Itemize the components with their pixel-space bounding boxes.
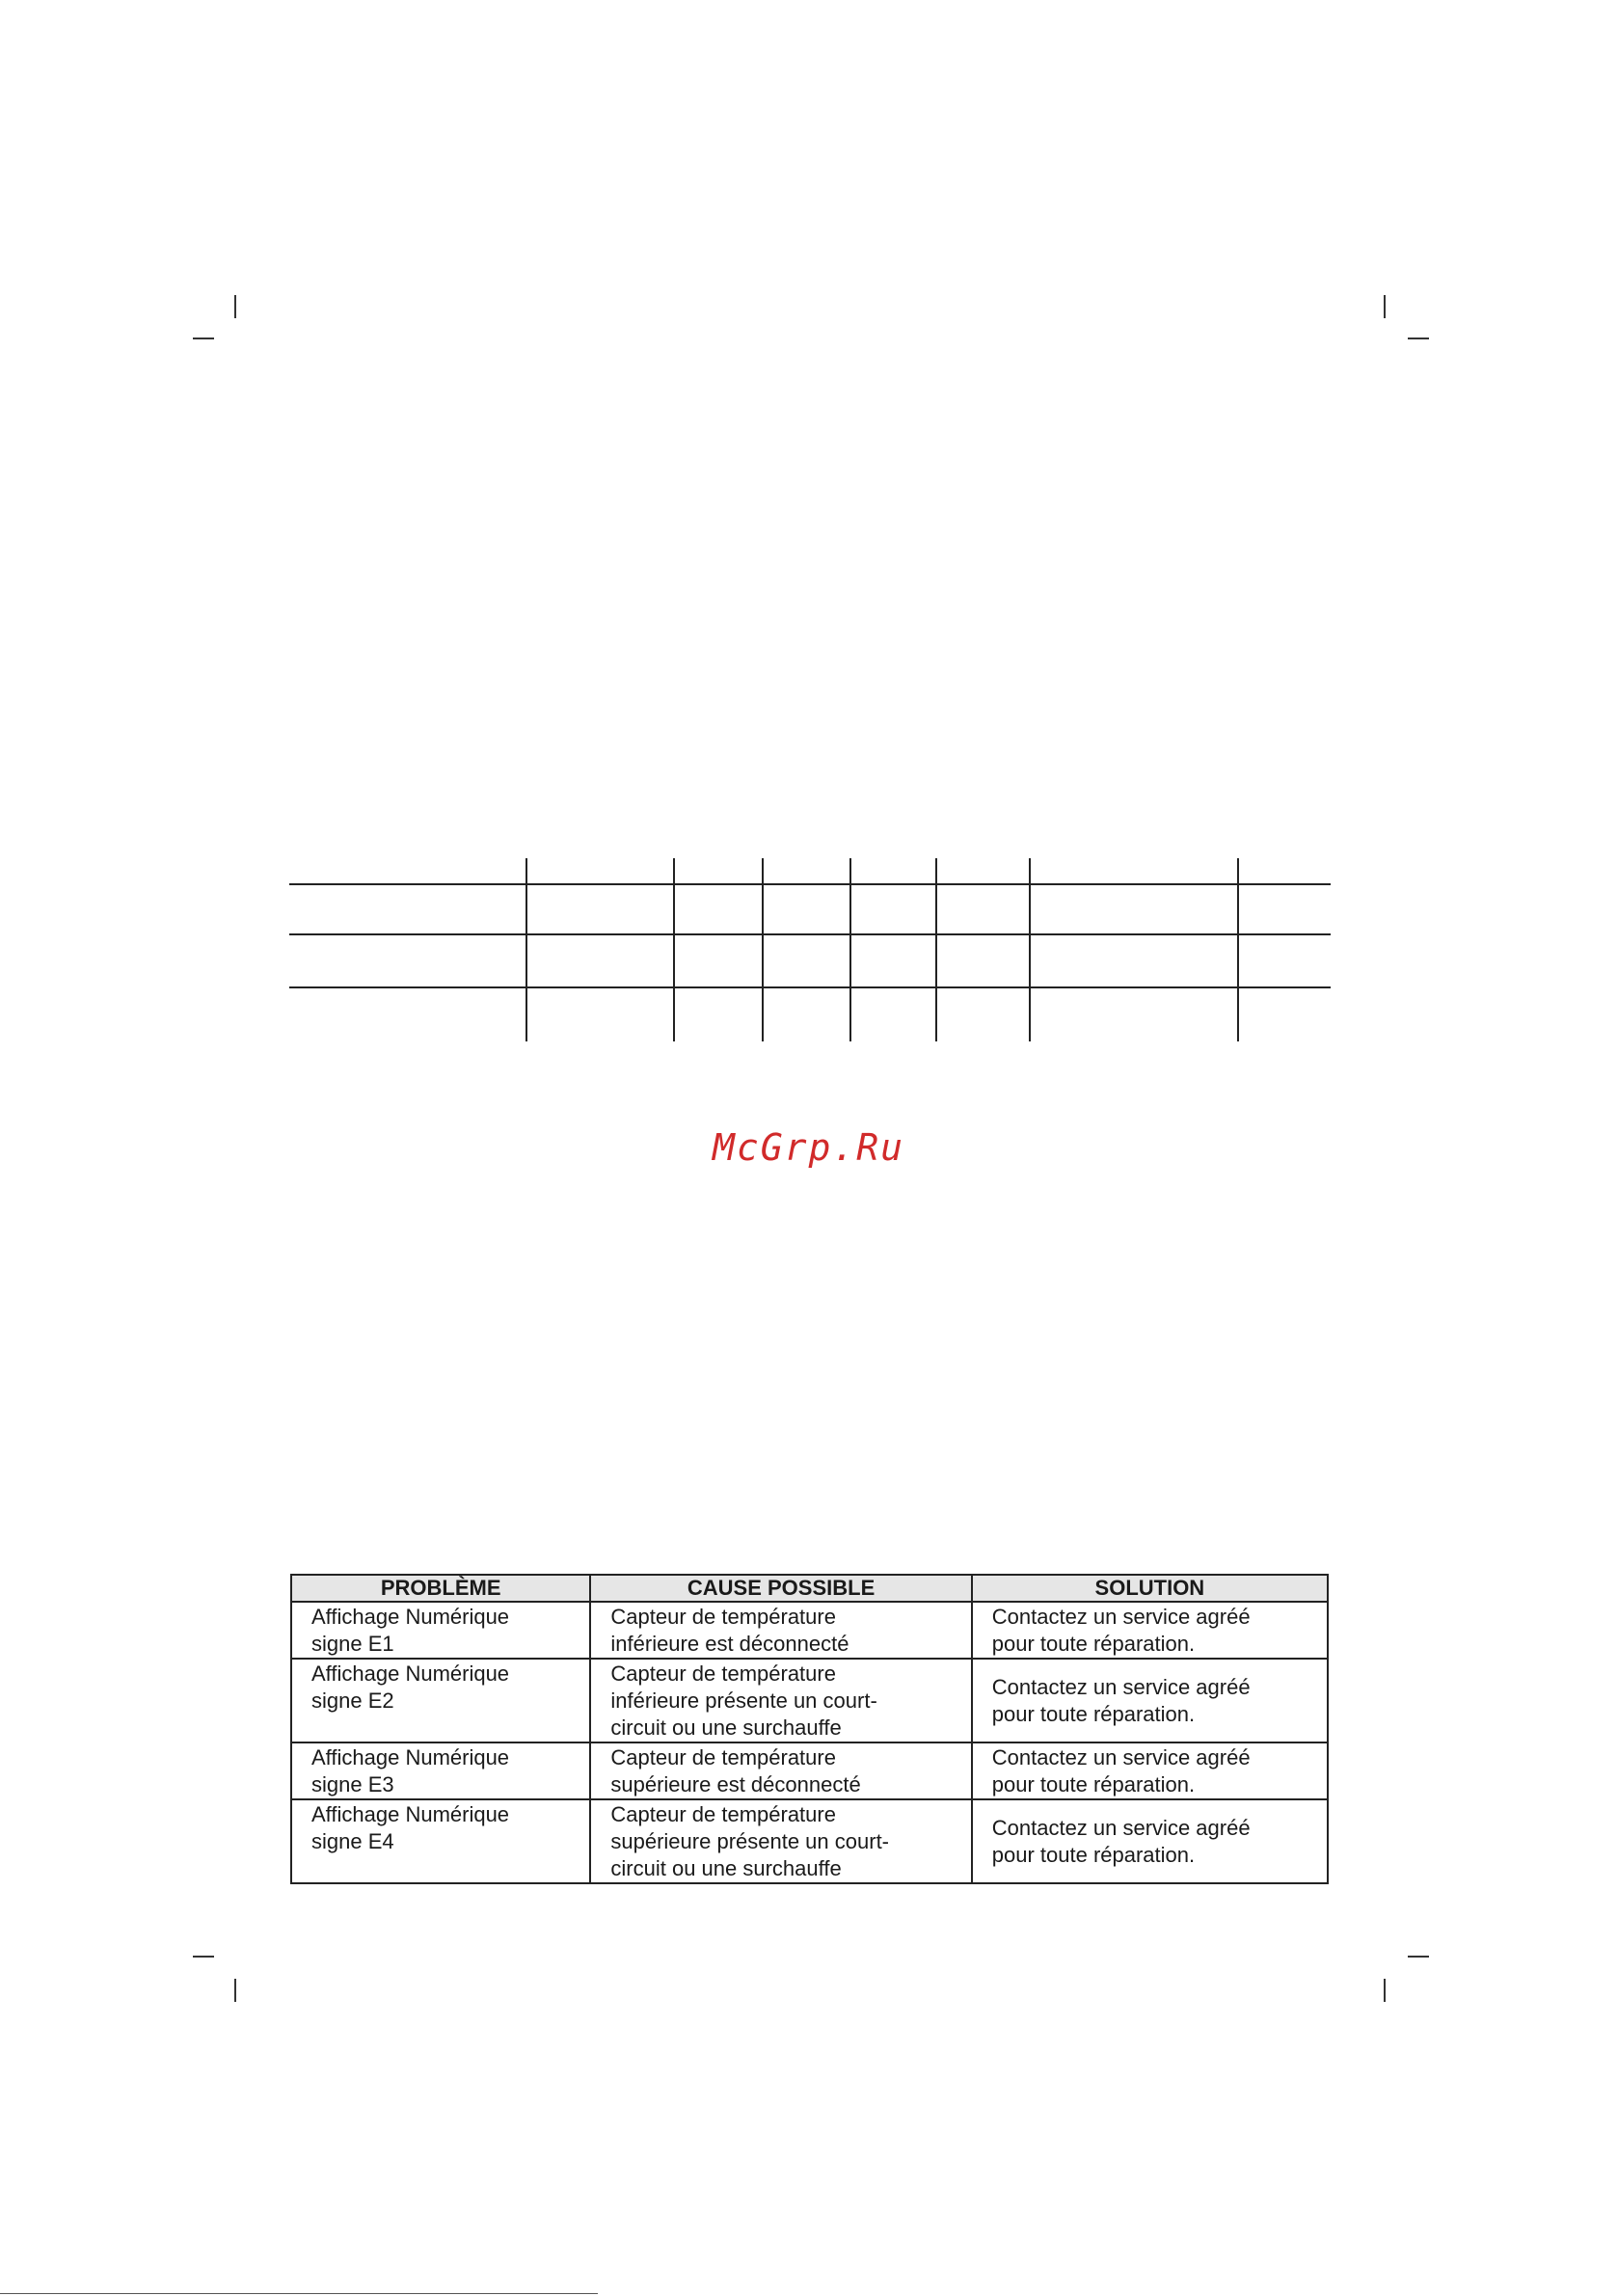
cause-cell: Capteur de température inférieure présente un court- circuit ou une surchauffe — [590, 1659, 971, 1742]
cause-cell: Capteur de température supérieure est déconnecté — [590, 1742, 971, 1799]
table-header-row — [291, 1575, 1328, 1602]
table-row — [291, 1659, 1328, 1742]
grid-row-line — [289, 883, 1331, 885]
crop-mark-bottom-right-vertical — [1384, 1979, 1386, 2002]
column-header-cause: CAUSE POSSIBLE — [590, 1575, 971, 1602]
crop-mark-top-right-vertical — [1384, 295, 1386, 318]
crop-mark-top-left-vertical — [234, 295, 236, 318]
problem-cell: Affichage Numérique signe E3 — [291, 1742, 590, 1799]
solution-cell: Contactez un service agréé pour toute réparation. — [972, 1742, 1328, 1799]
crop-mark-bottom-left-vertical — [234, 1979, 236, 2002]
footer-rule — [0, 2293, 598, 2294]
solution-cell: Contactez un service agréé pour toute réparation. — [972, 1799, 1328, 1883]
crop-mark-bottom-left-horizontal — [193, 1956, 214, 1958]
crop-mark-top-right-horizontal — [1408, 338, 1429, 339]
grid-row-line — [289, 986, 1331, 988]
table-row — [291, 1742, 1328, 1799]
solution-cell: Contactez un service agréé pour toute réparation. — [972, 1602, 1328, 1659]
grid-column-line — [673, 858, 675, 1041]
problem-cell: Affichage Numérique signe E4 — [291, 1799, 590, 1883]
grid-column-line — [526, 858, 527, 1041]
grid-column-line — [1029, 858, 1031, 1041]
grid-column-line — [762, 858, 764, 1041]
cause-cell: Capteur de température inférieure est déconnecté — [590, 1602, 971, 1659]
specification-grid — [289, 858, 1331, 1041]
grid-row-line — [289, 933, 1331, 935]
problem-cell: Affichage Numérique signe E1 — [291, 1602, 590, 1659]
watermark: McGrp.Ru — [712, 1126, 905, 1169]
table-row — [291, 1602, 1328, 1659]
crop-mark-bottom-right-horizontal — [1408, 1956, 1429, 1958]
column-header-solution: SOLUTION — [972, 1575, 1328, 1602]
cause-cell: Capteur de température supérieure présente un court- circuit ou une surchauffe — [590, 1799, 971, 1883]
column-header-problem: PROBLÈME — [291, 1575, 590, 1602]
grid-column-line — [1237, 858, 1239, 1041]
problem-cell: Affichage Numérique signe E2 — [291, 1659, 590, 1742]
crop-mark-top-left-horizontal — [193, 338, 214, 339]
troubleshooting-table — [290, 1574, 1329, 1884]
grid-column-line — [935, 858, 937, 1041]
grid-column-line — [849, 858, 851, 1041]
table-row — [291, 1799, 1328, 1883]
solution-cell: Contactez un service agréé pour toute réparation. — [972, 1659, 1328, 1742]
